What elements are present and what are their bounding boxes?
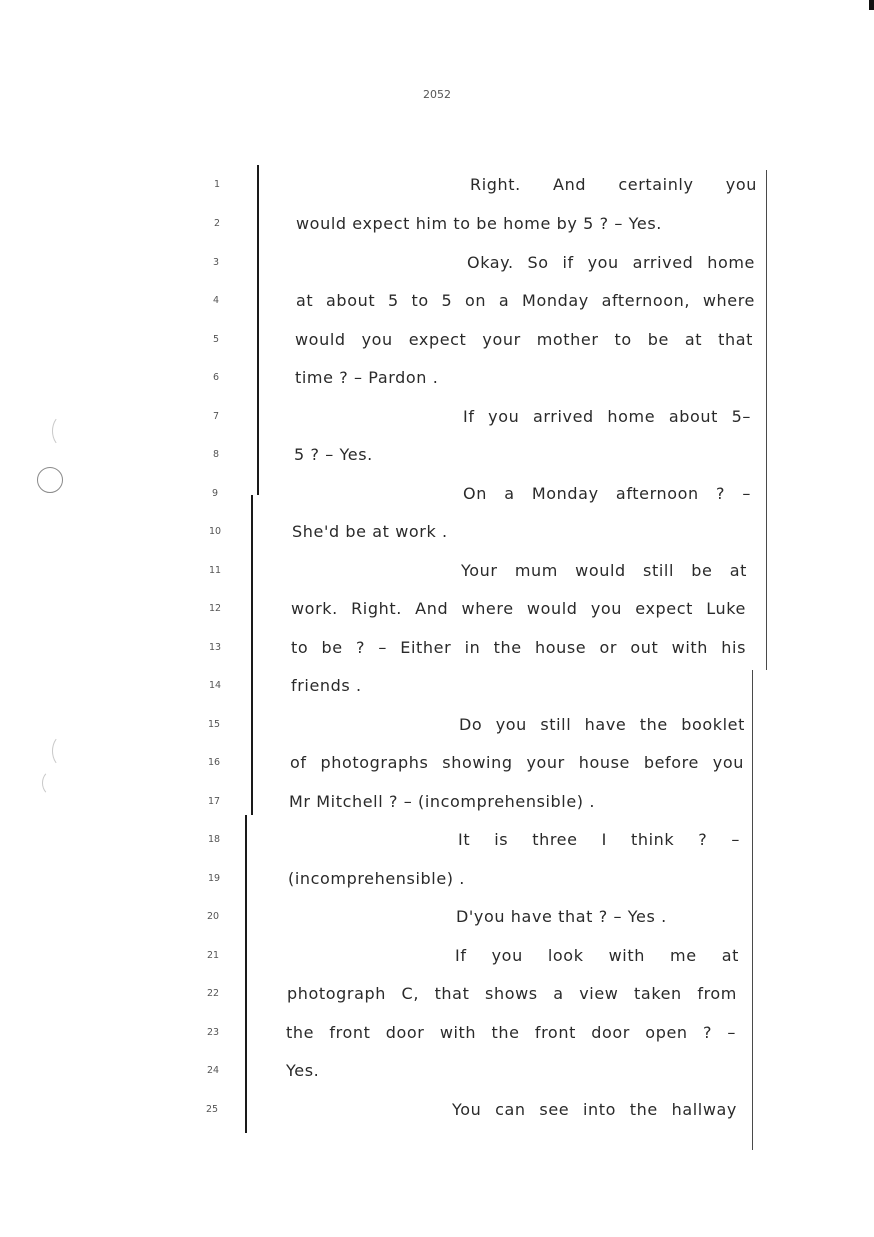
line-number: 12 — [208, 603, 222, 614]
left-margin-rule — [251, 495, 253, 815]
punch-hole — [37, 467, 63, 493]
line-number: 9 — [211, 488, 219, 499]
left-margin-rule — [257, 165, 259, 495]
transcript-line: D'you have that ? – Yes . — [456, 907, 667, 926]
line-number: 18 — [207, 834, 221, 845]
transcript-line: would you expect your mother to be at that — [295, 330, 753, 349]
line-number: 20 — [206, 911, 220, 922]
scan-corner-mark — [869, 0, 874, 10]
scan-artifact-arc — [42, 770, 64, 796]
line-number: 2 — [213, 218, 221, 229]
transcript-line: work. Right. And where would you expect Luke — [291, 599, 746, 618]
line-number: 3 — [212, 257, 220, 268]
line-number: 16 — [207, 757, 221, 768]
page-number: 2052 — [423, 88, 451, 101]
transcript-line: to be ? – Either in the house or out with his — [291, 638, 746, 657]
line-number: 13 — [208, 642, 222, 653]
transcript-line: On a Monday afternoon ? – — [463, 484, 751, 503]
transcript-line: Okay. So if you arrived home — [467, 253, 755, 272]
transcript-line: 5 ? – Yes. — [294, 445, 373, 464]
right-margin-rule — [766, 170, 767, 670]
right-margin-rule — [752, 670, 753, 1150]
line-number: 11 — [208, 565, 222, 576]
left-margin-rule — [245, 815, 247, 1133]
line-number: 7 — [212, 411, 220, 422]
transcript-line: would expect him to be home by 5 ? – Yes. — [296, 214, 662, 233]
line-number: 21 — [206, 950, 220, 961]
transcript-line: It is three I think ? – — [458, 830, 740, 849]
line-number: 4 — [212, 295, 220, 306]
transcript-line: If you arrived home about 5– — [463, 407, 751, 426]
line-number: 19 — [207, 873, 221, 884]
transcript-line: photograph C, that shows a view taken from — [287, 984, 737, 1003]
transcript-line: the front door with the front door open ? – — [286, 1023, 736, 1042]
line-number: 1 — [213, 179, 221, 190]
scan-artifact-arc — [52, 415, 74, 447]
line-number: 10 — [208, 526, 222, 537]
transcript-line: time ? – Pardon . — [295, 368, 439, 387]
transcript-line: Do you still have the booklet — [459, 715, 745, 734]
transcript-line: at about 5 to 5 on a Monday afternoon, where — [296, 291, 755, 310]
transcript-line: She'd be at work . — [292, 522, 448, 541]
line-number: 23 — [206, 1027, 220, 1038]
transcript-line: Mr Mitchell ? – (incomprehensible) . — [289, 792, 596, 811]
line-number: 14 — [208, 680, 222, 691]
transcript-line: If you look with me at — [455, 946, 739, 965]
scan-artifact-arc — [52, 735, 74, 767]
line-number: 25 — [205, 1104, 219, 1115]
line-number: 15 — [207, 719, 221, 730]
line-number: 22 — [206, 988, 220, 999]
line-number: 8 — [212, 449, 220, 460]
line-number: 17 — [207, 796, 221, 807]
transcript-line: Right. And certainly you — [470, 175, 757, 194]
line-number: 5 — [212, 334, 220, 345]
transcript-line: friends . — [291, 676, 362, 695]
transcript-line: of photographs showing your house before you — [290, 753, 744, 772]
transcript-line: (incomprehensible) . — [288, 869, 465, 888]
transcript-line: Yes. — [286, 1061, 320, 1080]
transcript-line: Your mum would still be at — [461, 561, 747, 580]
transcript-line: You can see into the hallway — [452, 1100, 737, 1119]
line-number: 24 — [206, 1065, 220, 1076]
line-number: 6 — [212, 372, 220, 383]
